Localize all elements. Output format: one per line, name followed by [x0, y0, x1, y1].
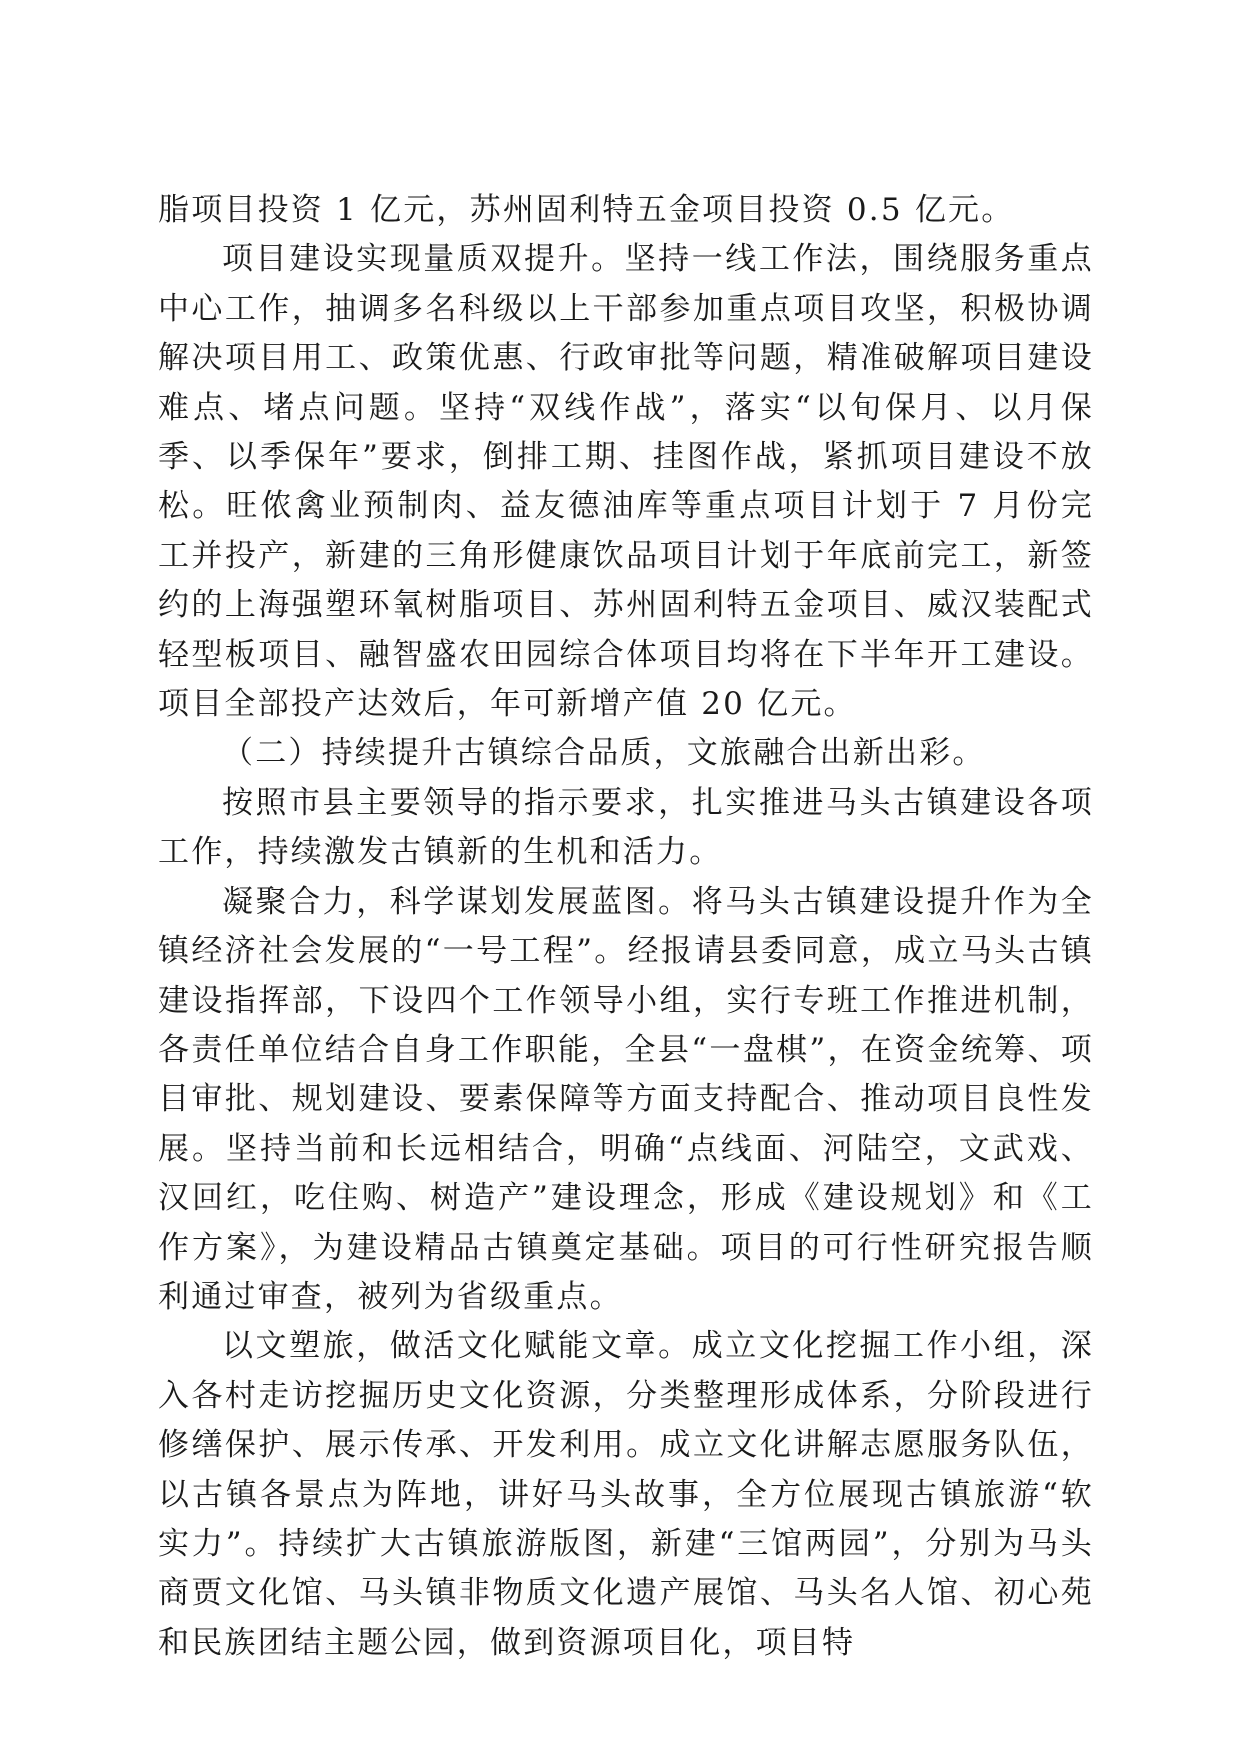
paragraph-blueprint-planning: 凝聚合力，科学谋划发展蓝图。将马头古镇建设提升作为全镇经济社会发展的“一号工程”。经报请县委同意，成立马头古镇建设指挥部，下设四个工作领导小组，实行专班工作推进机制，各责任单位结合自身工作职能，全县“一盘棋”，在资金统筹、项目审批、规划建设、要素保障等方面支持配合、推动项目良性发展。坚持当前和长远相结合，明确“点线面、河陆空，文武戏、汉回红，吃住购、树造产”建设理念，形成《建设规划》和《工作方案》，为建设精品古镇奠定基础。项目的可行性研究报告顺利通过审查，被列为省级重点。 — [158, 883, 1094, 1315]
paragraph-leadership-instructions: 按照市县主要领导的指示要求，扎实推进马头古镇建设各项工作，持续激发古镇新的生机和活力。 — [158, 784, 1094, 871]
document-body — [158, 186, 1094, 1668]
section-heading-ancient-town: （二）持续提升古镇综合品质，文旅融合出新出彩。 — [222, 735, 986, 772]
paragraph-project-construction: 项目建设实现量质双提升。坚持一线工作法，围绕服务重点中心工作，抽调多名科级以上干部参加重点项目攻坚，积极协调解决项目用工、政策优惠、行政审批等问题，精准破解项目建设难点、堵点问题。坚持“双线作战”，落实“以旬保月、以月保季、以季保年”要求，倒排工期、挂图作战，紧抓项目建设不放松。旺侬禽业预制肉、益友德油库等重点项目计划于 7 月份完工并投产，新建的三角形健康饮品项目计划于年底前完工，新签约的上海强塑环氧树脂项目、苏州固利特五金项目、威汉装配式轻型板项目、融智盛农田园综合体项目均将在下半年开工建设。项目全部投产达效后，年可新增产值 20 亿元。 — [158, 241, 1094, 723]
paragraph-culture-tourism: 以文塑旅，做活文化赋能文章。成立文化挖掘工作小组，深入各村走访挖掘历史文化资源，分类整理形成体系，分阶段进行修缮保护、展示传承、开发利用。成立文化讲解志愿服务队伍，以古镇各景点为阵地，讲好马头故事，全方位展现古镇旅游“软实力”。持续扩大古镇旅游版图，新建“三馆两园”，分别为马头商贾文化馆、马头镇非物质文化遗产展馆、马头名人馆、初心苑和民族团结主题公园，做到资源项目化，项目特 — [158, 1328, 1094, 1661]
paragraph-continuation: 脂项目投资 1 亿元，苏州固利特五金项目投资 0.5 亿元。 — [158, 192, 1015, 228]
